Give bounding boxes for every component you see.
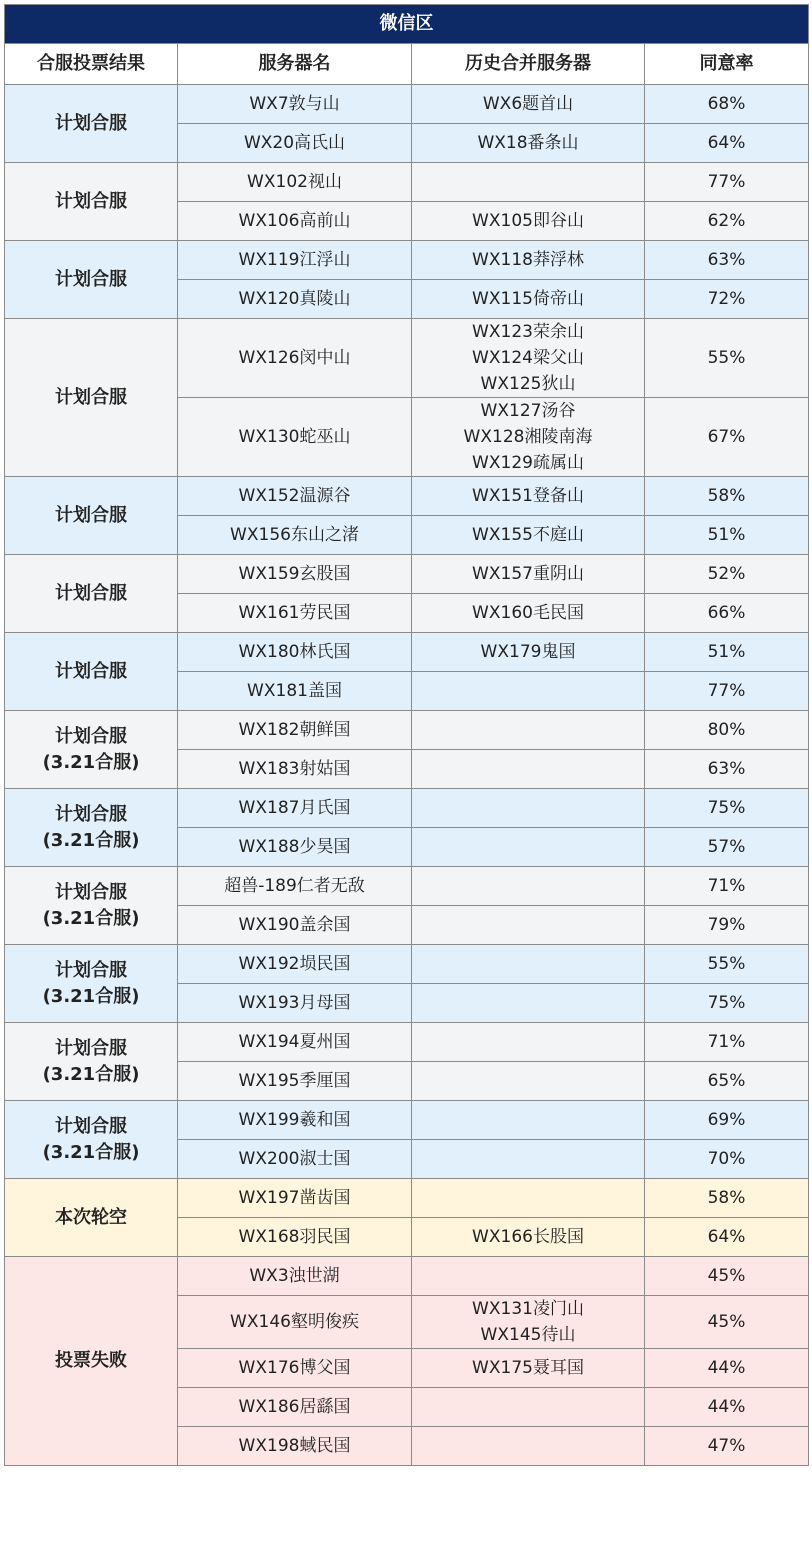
history-server-name: WX105即谷山 (472, 211, 584, 231)
history-server-name: WX151登备山 (472, 486, 584, 506)
history-servers-cell (412, 750, 645, 789)
agree-rate-cell: 71% (645, 867, 809, 906)
table-row (5, 85, 809, 124)
agree-rate-cell: 71% (645, 1023, 809, 1062)
agree-rate-cell: 69% (645, 1101, 809, 1140)
agree-rate-cell: 65% (645, 1062, 809, 1101)
server-name-cell: WX146壑明俊疾 (178, 1296, 412, 1349)
history-servers-cell (412, 1349, 645, 1388)
history-server-name: WX18番条山 (477, 133, 579, 153)
agree-rate-cell: 58% (645, 1179, 809, 1218)
server-name-cell: WX181盖国 (178, 672, 412, 711)
history-servers-cell (412, 1218, 645, 1257)
agree-rate-cell: 45% (645, 1257, 809, 1296)
history-server-name: WX175聂耳国 (472, 1358, 584, 1378)
agree-rate-cell: 64% (645, 1218, 809, 1257)
table-row (5, 1257, 809, 1296)
table-row (5, 789, 809, 828)
agree-rate-cell: 64% (645, 124, 809, 163)
vote-result-cell (5, 163, 178, 241)
agree-rate-cell: 68% (645, 85, 809, 124)
agree-rate-cell: 62% (645, 202, 809, 241)
history-server-name: WX124梁父山 (472, 348, 584, 368)
table-title: 微信区 (5, 5, 809, 44)
vote-result-label: (3.21合服) (42, 1141, 140, 1163)
server-name-cell: WX106高前山 (178, 202, 412, 241)
table-row (5, 163, 809, 202)
history-servers-cell (412, 1388, 645, 1427)
agree-rate-cell: 77% (645, 672, 809, 711)
agree-rate-cell: 57% (645, 828, 809, 867)
server-name-cell: WX192埙民国 (178, 945, 412, 984)
history-server-name: WX128湘陵南海 (463, 427, 593, 447)
history-server-name: WX131凌门山 (472, 1299, 584, 1319)
server-name-cell: WX195季厘国 (178, 1062, 412, 1101)
history-servers-cell (412, 1023, 645, 1062)
server-name-cell: WX186居繇国 (178, 1388, 412, 1427)
server-name-cell: WX120真陵山 (178, 280, 412, 319)
agree-rate-cell: 72% (645, 280, 809, 319)
vote-result-label: 计划合服 (55, 660, 127, 682)
server-name-cell: WX187月氏国 (178, 789, 412, 828)
server-name-cell: WX3浊世湖 (178, 1257, 412, 1296)
agree-rate-cell: 75% (645, 984, 809, 1023)
server-name-cell: WX190盖余国 (178, 906, 412, 945)
history-server-name: WX125狄山 (480, 374, 576, 394)
vote-result-cell (5, 711, 178, 789)
table-row (5, 1179, 809, 1218)
agree-rate-cell: 70% (645, 1140, 809, 1179)
history-servers-cell (412, 1257, 645, 1296)
history-servers-cell (412, 633, 645, 672)
agree-rate-cell: 63% (645, 241, 809, 280)
history-servers-cell (412, 1101, 645, 1140)
history-servers-cell (412, 984, 645, 1023)
history-servers-cell (412, 202, 645, 241)
table-row (5, 1101, 809, 1140)
history-server-name: WX123荣余山 (472, 322, 584, 342)
agree-rate-cell: 67% (645, 398, 809, 477)
server-name-cell: WX198蜮民国 (178, 1427, 412, 1466)
server-name-cell: WX159玄股国 (178, 555, 412, 594)
header-row (5, 44, 809, 85)
vote-result-cell (5, 477, 178, 555)
merge-vote-table (4, 4, 809, 1466)
vote-result-label: 计划合服 (55, 1115, 127, 1137)
agree-rate-cell: 55% (645, 319, 809, 398)
header-server-name: 服务器名 (178, 44, 412, 85)
vote-result-label: 计划合服 (55, 959, 127, 981)
vote-result-label: (3.21合服) (42, 907, 140, 929)
server-name-cell: WX183射姑国 (178, 750, 412, 789)
agree-rate-cell: 47% (645, 1427, 809, 1466)
agree-rate-cell: 44% (645, 1349, 809, 1388)
history-servers-cell (412, 516, 645, 555)
server-name-cell: WX168羽民国 (178, 1218, 412, 1257)
vote-result-label: 计划合服 (55, 386, 127, 408)
vote-result-cell (5, 319, 178, 477)
history-server-name: WX6题首山 (482, 94, 574, 114)
vote-result-label: 投票失败 (55, 1350, 127, 1371)
vote-result-cell (5, 633, 178, 711)
history-servers-cell (412, 945, 645, 984)
agree-rate-cell: 51% (645, 633, 809, 672)
history-server-name: WX166长股国 (472, 1227, 584, 1247)
history-servers-cell (412, 1062, 645, 1101)
server-name-cell: WX130蛇巫山 (178, 398, 412, 477)
vote-result-cell (5, 789, 178, 867)
history-servers-cell (412, 163, 645, 202)
server-name-cell: WX182朝鲜国 (178, 711, 412, 750)
agree-rate-cell: 58% (645, 477, 809, 516)
agree-rate-cell: 63% (645, 750, 809, 789)
history-servers-cell (412, 124, 645, 163)
history-servers-cell (412, 398, 645, 477)
agree-rate-cell: 44% (645, 1388, 809, 1427)
vote-result-label: (3.21合服) (42, 751, 140, 773)
history-servers-cell (412, 241, 645, 280)
header-history-servers: 历史合并服务器 (412, 44, 645, 85)
server-name-cell: WX156东山之渚 (178, 516, 412, 555)
agree-rate-cell: 66% (645, 594, 809, 633)
history-server-name: WX160毛民国 (472, 603, 584, 623)
table-row (5, 867, 809, 906)
vote-result-label: 计划合服 (55, 582, 127, 604)
server-name-cell: WX161劳民国 (178, 594, 412, 633)
vote-result-cell (5, 1257, 178, 1466)
history-servers-cell (412, 1427, 645, 1466)
history-server-name: WX127汤谷 (480, 401, 576, 421)
server-name-cell: WX176博父国 (178, 1349, 412, 1388)
history-servers-cell (412, 280, 645, 319)
vote-result-label: 计划合服 (55, 190, 127, 212)
server-name-cell: WX199羲和国 (178, 1101, 412, 1140)
title-row (5, 5, 809, 44)
agree-rate-cell: 79% (645, 906, 809, 945)
server-name-cell: 超兽-189仁者无敌 (178, 867, 412, 906)
vote-result-label: 计划合服 (55, 803, 127, 825)
history-server-name: WX129疏属山 (472, 453, 584, 473)
agree-rate-cell: 80% (645, 711, 809, 750)
table-row (5, 241, 809, 280)
server-name-cell: WX200淑士国 (178, 1140, 412, 1179)
table-row (5, 633, 809, 672)
history-servers-cell (412, 1296, 645, 1349)
server-name-cell: WX193月母国 (178, 984, 412, 1023)
server-name-cell: WX180林氏国 (178, 633, 412, 672)
header-result: 合服投票结果 (5, 44, 178, 85)
vote-result-label: 计划合服 (55, 881, 127, 903)
history-servers-cell (412, 789, 645, 828)
history-servers-cell (412, 85, 645, 124)
history-servers-cell (412, 1179, 645, 1218)
server-name-cell: WX197凿齿国 (178, 1179, 412, 1218)
vote-result-cell (5, 1179, 178, 1257)
vote-result-cell (5, 555, 178, 633)
table-row (5, 319, 809, 398)
vote-result-cell (5, 867, 178, 945)
table-row (5, 477, 809, 516)
history-server-name: WX115倚帝山 (472, 289, 584, 309)
history-servers-cell (412, 828, 645, 867)
agree-rate-cell: 75% (645, 789, 809, 828)
agree-rate-cell: 45% (645, 1296, 809, 1349)
table-row (5, 1023, 809, 1062)
server-name-cell: WX126闵中山 (178, 319, 412, 398)
server-name-cell: WX188少昊国 (178, 828, 412, 867)
agree-rate-cell: 52% (645, 555, 809, 594)
history-servers-cell (412, 477, 645, 516)
server-name-cell: WX194夏州国 (178, 1023, 412, 1062)
history-server-name: WX145待山 (480, 1325, 576, 1345)
history-servers-cell (412, 906, 645, 945)
server-name-cell: WX152温源谷 (178, 477, 412, 516)
vote-result-cell (5, 1101, 178, 1179)
vote-result-cell (5, 945, 178, 1023)
table-row (5, 555, 809, 594)
vote-result-cell (5, 85, 178, 163)
history-servers-cell (412, 555, 645, 594)
history-servers-cell (412, 319, 645, 398)
vote-result-label: (3.21合服) (42, 1063, 140, 1085)
header-agree-rate: 同意率 (645, 44, 809, 85)
agree-rate-cell: 77% (645, 163, 809, 202)
history-servers-cell (412, 711, 645, 750)
history-servers-cell (412, 672, 645, 711)
vote-result-label: 计划合服 (55, 1037, 127, 1059)
history-server-name: WX157重阴山 (472, 564, 584, 584)
vote-result-label: 本次轮空 (55, 1206, 127, 1228)
vote-result-label: (3.21合服) (42, 985, 140, 1007)
vote-result-label: 计划合服 (55, 504, 127, 526)
history-servers-cell (412, 867, 645, 906)
history-servers-cell (412, 1140, 645, 1179)
server-name-cell: WX102视山 (178, 163, 412, 202)
history-server-name: WX179鬼国 (480, 642, 576, 662)
history-server-name: WX155不庭山 (472, 525, 584, 545)
agree-rate-cell: 55% (645, 945, 809, 984)
vote-result-cell (5, 241, 178, 319)
agree-rate-cell: 51% (645, 516, 809, 555)
vote-result-cell (5, 1023, 178, 1101)
table-row (5, 711, 809, 750)
vote-result-label: (3.21合服) (42, 829, 140, 851)
table-body (5, 5, 809, 1466)
vote-result-label: 计划合服 (55, 112, 127, 134)
vote-result-label: 计划合服 (55, 725, 127, 747)
server-name-cell: WX119江浮山 (178, 241, 412, 280)
history-server-name: WX118莽浮林 (472, 250, 584, 270)
vote-result-label: 计划合服 (55, 268, 127, 290)
server-name-cell: WX20高氏山 (178, 124, 412, 163)
server-name-cell: WX7敦与山 (178, 85, 412, 124)
table-row (5, 945, 809, 984)
history-servers-cell (412, 594, 645, 633)
